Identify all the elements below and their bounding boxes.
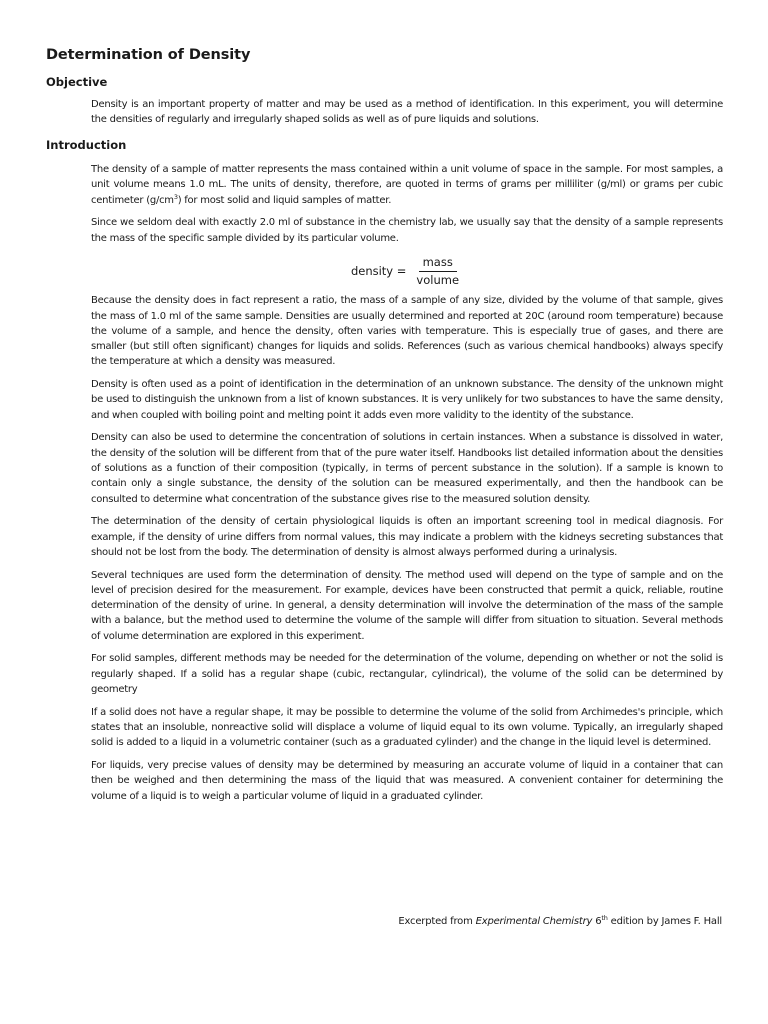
intro-paragraph-8: For solid samples, different methods may be needed for the determination of the volume, depending on whether or not the solid is regularly shaped. If a solid has a regular shape (cubic, rectangular, cylindrical), the volume of the solid can be determined by geometry [91, 653, 723, 696]
intro-paragraph-10: For liquids, very precise values of density may be determined by measuring an accurate volume of liquid in a container that can then be weighed and then determining the mass of the liquid that was measured. A convenient container for determining the volume of a liquid is to weigh a particular volume of liquid in a graduated cylinder. [91, 760, 723, 802]
formula-denominator: volume [416, 273, 460, 288]
credit-edition: 6 [592, 916, 602, 927]
intro-p1-text-end: ) for most solid and liquid samples of matter. [177, 194, 392, 206]
credit-prefix: Excerpted from [398, 916, 476, 927]
objective-heading: Objective [46, 75, 108, 89]
introduction-heading: Introduction [46, 138, 127, 152]
credit-edition-sup: th [601, 914, 608, 922]
intro-paragraph-9: If a solid does not have a regular shape, it may be possible to determine the volume of the solid from Archimedes's principle, which states that an insoluble, nonreactive solid will displace a volume of liquid equal to its own volume. Typically, an irregularly shaped solid is added to a liquid in a volumetric container (such as a graduated cylinder) and the change in the liquid level is determined. [91, 706, 723, 749]
intro-paragraph-5: Density can also be used to determine the concentration of solutions in certain instances. When a substance is dissolved in water, the density of the solution will be different from that of the pure water itself. Handbooks list detailed information about the densities of solutions as a function of their composition (typically, in terms of percent substance in the solution). If a sample is known to contain only a single substance, the density of the solution can be measured experimentally, and then the handbook can be consulted to determine what concentration of the substance gives rise to the measured solution density. [91, 432, 723, 505]
page-title: Determination of Density [46, 47, 251, 63]
intro-p1-text: The density of a sample of matter represents the mass contained within a unit volume of space in the sample. For most samples, a unit volume means 1.0 mL. The units of density, therefore, are quoted in terms of grams per milliliter (g/ml) or grams per cubic centimeter (g/cm [91, 164, 723, 206]
formula-lhs: density = [350, 264, 407, 279]
objective-paragraph: Density is an important property of matter and may be used as a method of identification. In this experiment, you will determine the densities of regularly and irregularly shaped solids as well as of pure liquids and solutions. [91, 99, 723, 126]
intro-paragraph-3: Because the density does in fact represent a ratio, the mass of a sample of any size, divided by the volume of that sample, gives the mass of 1.0 ml of the same sample. Densities are usually determined and reported at 20C (around room temperature) because the volume of a sample, and hence the density, often varies with temperature. This is especially true of gases, and there are smaller (but still often significant) changes for liquids and solids. References (such as various chemical handbooks) always specify the temperature at which a density was measured. [91, 295, 723, 368]
credit-suffix: edition by James F. Hall [607, 916, 722, 927]
objective-section [91, 97, 723, 135]
source-credit [398, 916, 722, 927]
cubic-superscript: 3 [173, 192, 178, 201]
formula-numerator: mass [419, 255, 457, 272]
density-formula [91, 253, 723, 290]
intro-paragraph-2: Since we seldom deal with exactly 2.0 ml of substance in the chemistry lab, we usually say that the density of a sample represents the mass of the specific sample divided by its particular volume. [91, 217, 723, 244]
introduction-section [91, 162, 723, 811]
credit-book-title: Experimental Chemistry [475, 916, 593, 927]
formula-fraction [412, 255, 463, 289]
intro-paragraph-1 [91, 162, 723, 208]
intro-paragraph-4: Density is often used as a point of identification in the determination of an unknown substance. The density of the unknown might be used to distinguish the unknown from a list of known substances. It is very unlikely for two substances to have the same density, and when coupled with boiling point and melting point it adds even more validity to the identity of the substance. [91, 379, 723, 421]
intro-paragraph-7: Several techniques are used form the determination of density. The method used will depend on the type of sample and on the level of precision desired for the measurement. For example, devices have been constructed that permit a quick, reliable, routine determination of the density of urine. In general, a density determination will involve the determination of the mass of the sample with a balance, but the method used to determine the volume of the sample will differ from situation to situation. Several methods of volume determination are explored in this experiment. [91, 569, 723, 642]
intro-paragraph-6: The determination of the density of certain physiological liquids is often an important screening tool in medical diagnosis. For example, if the density of urine differs from normal values, this may indicate a problem with the kidneys secreting substances that should not be lost from the body. The determination of density is almost always performed during a urinalysis. [91, 516, 723, 558]
